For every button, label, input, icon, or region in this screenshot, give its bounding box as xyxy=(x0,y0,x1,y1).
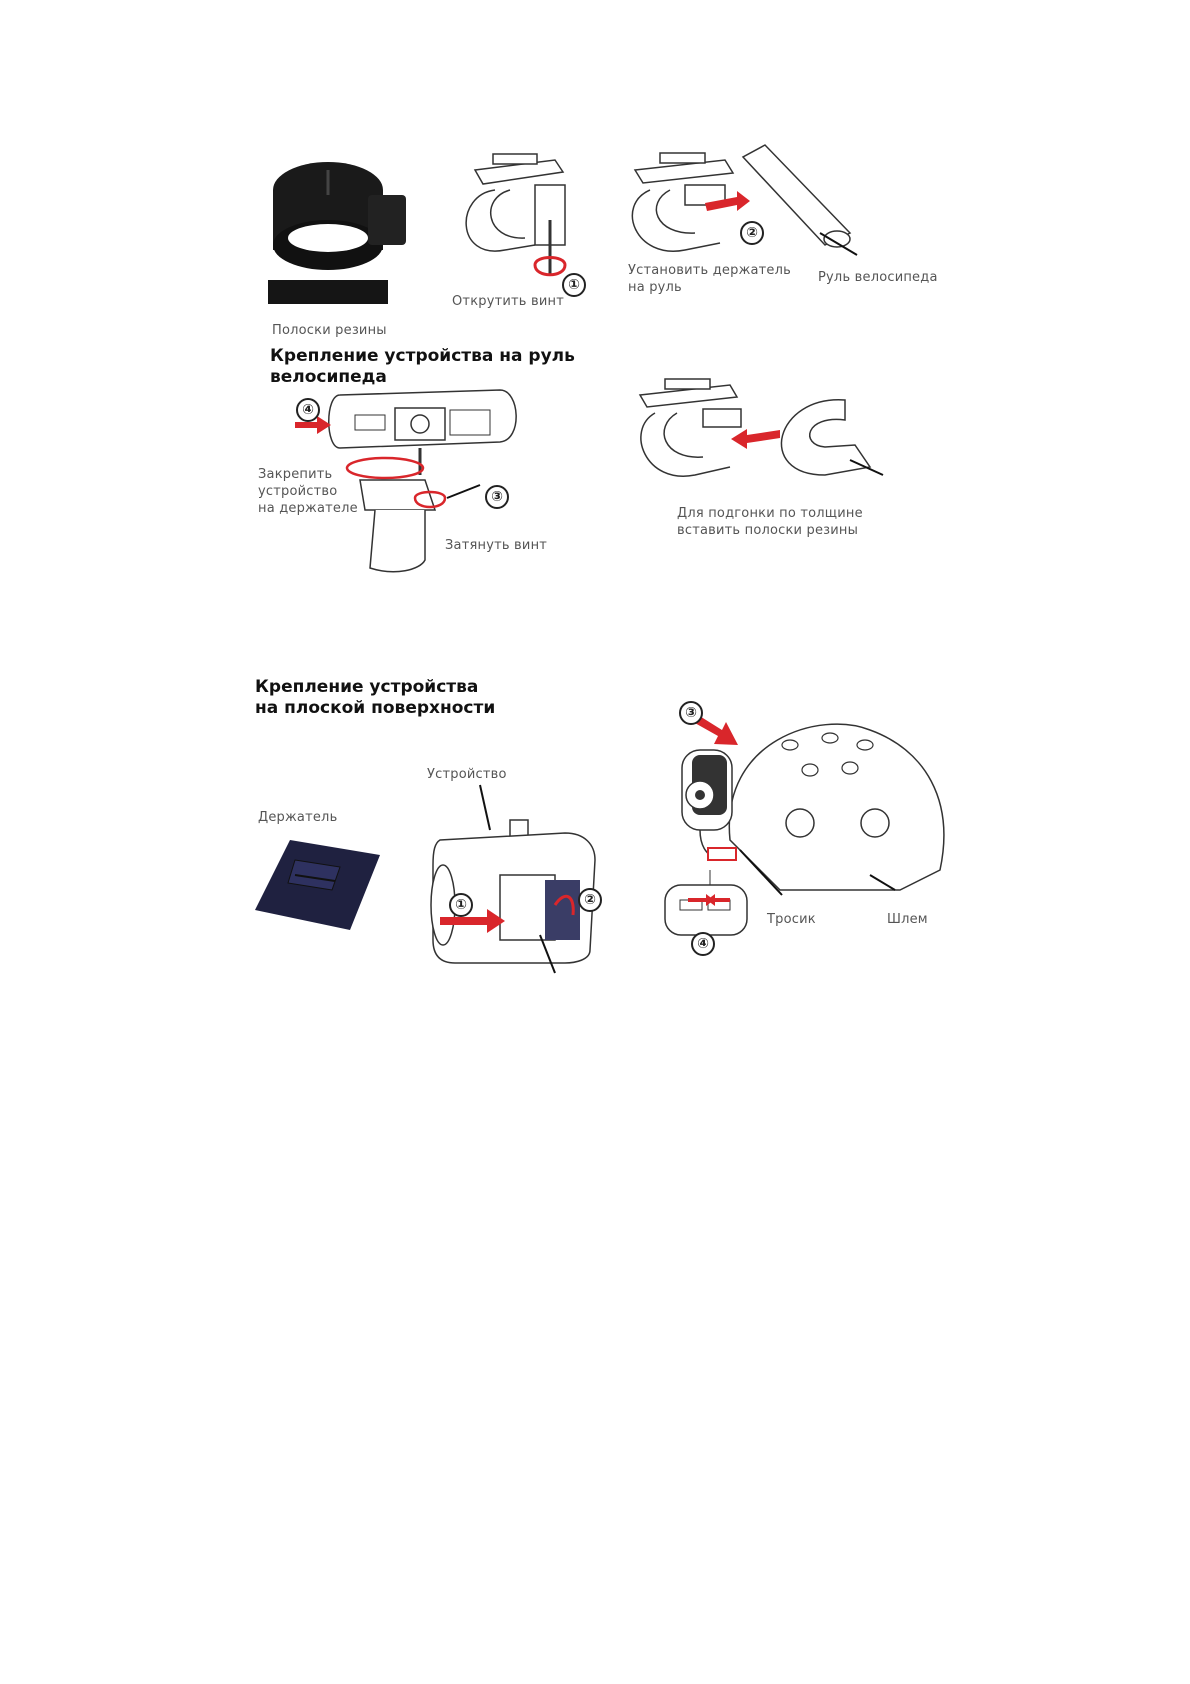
unscrew-label: Открутить винт xyxy=(452,294,564,309)
helmet-step-3-badge: ③ xyxy=(679,701,703,725)
flat-mount-heading-line2: на плоской поверхности xyxy=(255,698,496,718)
fit-tip-label-line1: Для подгонки по толщине xyxy=(677,506,863,521)
secure-device-label-line1: Закрепить xyxy=(258,467,333,482)
helmet-label: Шлем xyxy=(887,912,928,927)
rubber-strips-label: Полоски резины xyxy=(272,323,387,338)
step-1-badge: ① xyxy=(562,273,586,297)
cable-label: Тросик xyxy=(767,912,816,927)
rubber-insert-illustration xyxy=(635,375,895,495)
clamp-photo-illustration xyxy=(268,150,418,340)
device-label: Устройство xyxy=(427,767,507,782)
secure-device-label-line2: устройство xyxy=(258,484,338,499)
device-step-1-badge: ① xyxy=(449,893,473,917)
flat-holder-illustration xyxy=(250,835,385,935)
fit-tip-label-line2: вставить полоски резины xyxy=(677,523,859,538)
handlebar-mount-heading-line1: Крепление устройства на руль xyxy=(270,346,575,366)
device-housing-illustration xyxy=(425,785,610,970)
helmet-step-4-badge: ④ xyxy=(691,932,715,956)
holder-label: Держатель xyxy=(258,810,338,825)
step-3-badge: ③ xyxy=(485,485,509,509)
install-holder-label-line1: Установить держатель xyxy=(628,263,791,278)
handlebar-mount-heading-line2: велосипеда xyxy=(270,367,387,387)
step-4-badge: ④ xyxy=(296,398,320,422)
handlebar-label: Руль велосипеда xyxy=(818,270,938,285)
device-step-2-badge: ② xyxy=(578,888,602,912)
secure-device-label-line3: на держателе xyxy=(258,501,358,516)
clamp-install-illustration xyxy=(625,145,925,275)
install-holder-label-line2: на руль xyxy=(628,280,682,295)
tighten-screw-label: Затянуть винт xyxy=(445,538,548,553)
step-2-badge: ② xyxy=(740,221,764,245)
flat-mount-heading-line1: Крепление устройства xyxy=(255,677,479,697)
